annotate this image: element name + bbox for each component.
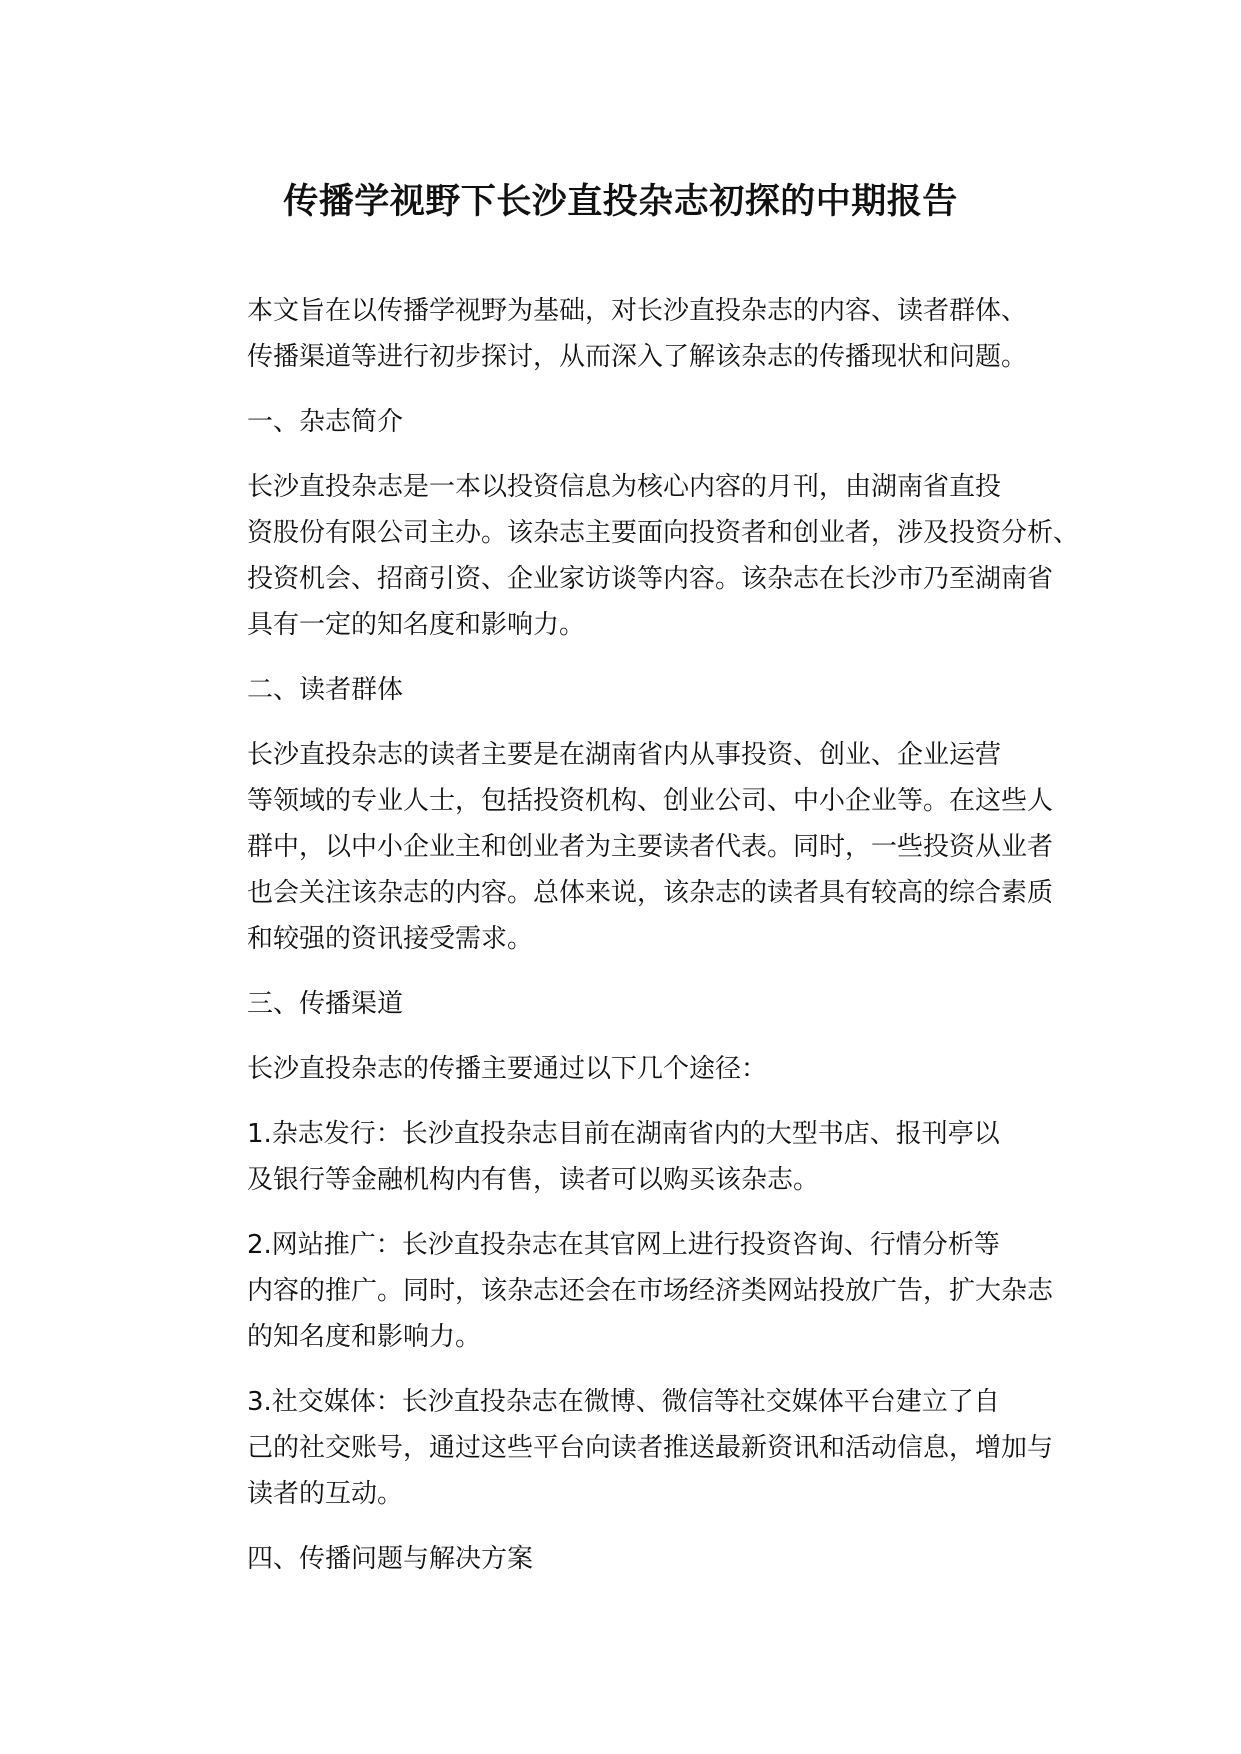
paragraph-line: 资股份有限公司主办。该杂志主要面向投资者和创业者，涉及投资分析、 [247,518,1080,548]
paragraph-line: 传播渠道等进行初步探讨，从而深入了解该杂志的传播现状和问题。 [247,342,1028,372]
paragraph-line: 及银行等金融机构内有售，读者可以购买该杂志。 [247,1165,820,1195]
paragraph-line: 本文旨在以传播学视野为基础，对长沙直投杂志的内容、读者群体、 [247,296,1028,326]
paragraph-line: 2.网站推广：长沙直投杂志在其官网上进行投资咨询、行情分析等 [247,1230,1000,1260]
section-heading-1: 一、杂志简介 [247,407,404,437]
channel-item-1 [189,1111,1069,1203]
paragraph-line: 长沙直投杂志是一本以投资信息为核心内容的月刊，由湖南省直投 [247,472,1002,502]
paragraph-line: 和较强的资讯接受需求。 [247,924,534,954]
channel-item-2 [189,1222,1069,1360]
section-1-paragraph [189,464,1080,648]
section-3-lead [189,1046,1069,1092]
intro-paragraph [189,288,1069,380]
document-body [189,288,1080,1601]
section-heading-2: 二、读者群体 [247,675,404,705]
paragraph-line: 内容的推广。同时，该杂志还会在市场经济类网站投放广告，扩大杂志 [247,1276,1054,1306]
paragraph-line: 群中，以中小企业主和创业者为主要读者代表。同时，一些投资从业者 [247,832,1054,862]
document-title: 传播学视野下长沙直投杂志初探的中期报告 [283,182,958,222]
section-2-paragraph [189,732,1069,962]
paragraph-line: 等领域的专业人士，包括投资机构、创业公司、中小企业等。在这些人 [247,786,1054,816]
paragraph-line: 3.社交媒体：长沙直投杂志在微博、微信等社交媒体平台建立了自 [247,1387,1000,1417]
paragraph-line: 的知名度和影响力。 [247,1322,482,1352]
paragraph-line: 也会关注该杂志的内容。总体来说，该杂志的读者具有较高的综合素质 [247,878,1054,908]
section-heading-3: 三、传播渠道 [247,989,404,1019]
paragraph-line: 己的社交账号，通过这些平台向读者推送最新资讯和活动信息，增加与 [247,1433,1054,1463]
paragraph-line: 投资机会、招商引资、企业家访谈等内容。该杂志在长沙市乃至湖南省 [247,564,1054,594]
paragraph-line: 长沙直投杂志的读者主要是在湖南省内从事投资、创业、企业运营 [247,740,1002,770]
channel-item-3 [189,1379,1069,1517]
paragraph-line: 读者的互动。 [247,1479,404,1509]
paragraph-line: 具有一定的知名度和影响力。 [247,610,586,640]
paragraph-line: 1.杂志发行：长沙直投杂志目前在湖南省内的大型书店、报刊亭以 [247,1119,1000,1149]
paragraph-line: 长沙直投杂志的传播主要通过以下几个途径： [247,1054,768,1084]
section-heading-4: 四、传播问题与解决方案 [247,1544,534,1574]
